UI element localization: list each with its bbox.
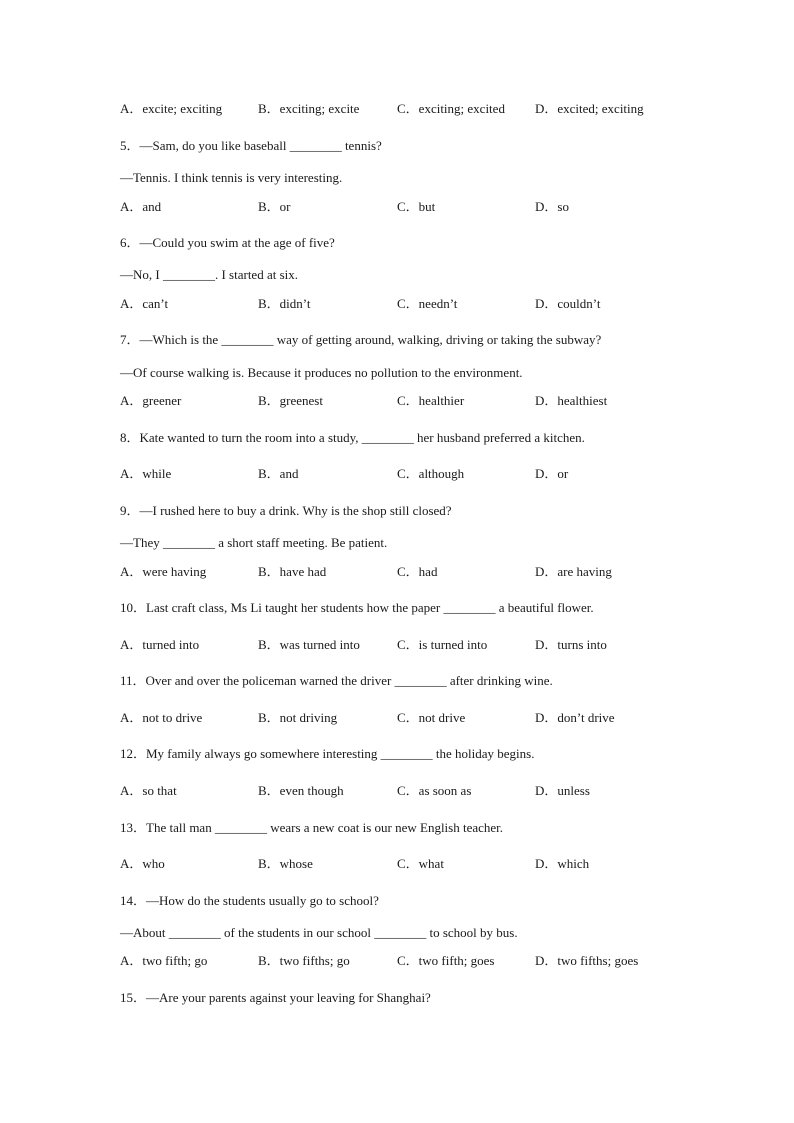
option-b[interactable]: B．exciting; excite	[258, 101, 360, 116]
option-b[interactable]: B．whose	[258, 856, 313, 871]
question-14-options	[120, 953, 680, 969]
question-5-reply: —Tennis. I think tennis is very interesting.	[120, 170, 343, 185]
question-12-stem: 12．My family always go somewhere interesting ________ the holiday begins.	[120, 746, 535, 761]
option-d[interactable]: D．so	[535, 199, 569, 214]
option-a[interactable]: A．were having	[120, 564, 207, 579]
option-c[interactable]: C．exciting; excited	[397, 101, 505, 116]
option-d[interactable]: D．unless	[535, 783, 590, 798]
option-a[interactable]: A．turned into	[120, 637, 200, 652]
option-b[interactable]: B．not driving	[258, 710, 338, 725]
option-d[interactable]: D．healthiest	[535, 393, 608, 408]
option-c[interactable]: C．as soon as	[397, 783, 472, 798]
question-5-stem: 5．—Sam, do you like baseball ________ tennis?	[120, 138, 382, 153]
question-9-stem: 9．—I rushed here to buy a drink. Why is the shop still closed?	[120, 503, 452, 518]
option-d[interactable]: D．which	[535, 856, 590, 871]
option-c[interactable]: C．had	[397, 564, 438, 579]
option-c[interactable]: C．what	[397, 856, 444, 871]
question-5-options	[120, 199, 680, 215]
question-14-stem: 14．—How do the students usually go to school?	[120, 893, 379, 908]
question-15-stem: 15．—Are your parents against your leaving for Shanghai?	[120, 990, 431, 1005]
option-b[interactable]: B．have had	[258, 564, 327, 579]
option-a[interactable]: A．and	[120, 199, 162, 214]
question-4-options	[120, 101, 680, 117]
option-d[interactable]: D．excited; exciting	[535, 101, 644, 116]
option-d[interactable]: D．are having	[535, 564, 612, 579]
option-d[interactable]: D．don’t drive	[535, 710, 615, 725]
question-9-options	[120, 564, 680, 580]
question-10-options	[120, 637, 680, 653]
option-a[interactable]: A．who	[120, 856, 165, 871]
option-d[interactable]: D．or	[535, 466, 569, 481]
option-c[interactable]: C．two fifth; goes	[397, 953, 495, 968]
option-c[interactable]: C．healthier	[397, 393, 465, 408]
option-b[interactable]: B．or	[258, 199, 291, 214]
question-10-stem: 10．Last craft class, Ms Li taught her students how the paper ________ a beautiful flower.	[120, 600, 594, 615]
question-11-options	[120, 710, 680, 726]
option-c[interactable]: C．is turned into	[397, 637, 488, 652]
option-c[interactable]: C．but	[397, 199, 436, 214]
question-7-reply: —Of course walking is. Because it produces no pollution to the environment.	[120, 365, 523, 380]
option-c[interactable]: C．needn’t	[397, 296, 458, 311]
option-b[interactable]: B．was turned into	[258, 637, 360, 652]
option-c[interactable]: C．although	[397, 466, 465, 481]
question-7-options	[120, 393, 680, 409]
option-b[interactable]: B．didn’t	[258, 296, 311, 311]
question-11-stem: 11．Over and over the policeman warned the driver ________ after drinking wine.	[120, 673, 553, 688]
option-a[interactable]: A．can’t	[120, 296, 169, 311]
question-13-stem: 13．The tall man ________ wears a new coat is our new English teacher.	[120, 820, 504, 835]
option-b[interactable]: B．two fifths; go	[258, 953, 350, 968]
option-b[interactable]: B．and	[258, 466, 299, 481]
question-6-options	[120, 296, 680, 312]
question-8-stem: 8．Kate wanted to turn the room into a study, ________ her husband preferred a kitchen.	[120, 430, 585, 445]
option-d[interactable]: D．two fifths; goes	[535, 953, 639, 968]
option-d[interactable]: D．turns into	[535, 637, 607, 652]
option-c[interactable]: C．not drive	[397, 710, 466, 725]
option-b[interactable]: B．even though	[258, 783, 344, 798]
question-7-stem: 7．—Which is the ________ way of getting around, walking, driving or taking the subway?	[120, 332, 602, 347]
question-12-options	[120, 783, 680, 799]
option-a[interactable]: A．greener	[120, 393, 182, 408]
option-b[interactable]: B．greenest	[258, 393, 323, 408]
question-6-reply: —No, I ________. I started at six.	[120, 267, 299, 282]
question-14-reply: —About ________ of the students in our school ________ to school by bus.	[120, 925, 518, 940]
option-a[interactable]: A．not to drive	[120, 710, 203, 725]
option-a[interactable]: A．two fifth; go	[120, 953, 208, 968]
option-a[interactable]: A．excite; exciting	[120, 101, 223, 116]
question-6-stem: 6．—Could you swim at the age of five?	[120, 235, 335, 250]
option-d[interactable]: D．couldn’t	[535, 296, 601, 311]
option-a[interactable]: A．so that	[120, 783, 177, 798]
question-13-options	[120, 856, 680, 872]
question-8-options	[120, 466, 680, 482]
question-9-reply: —They ________ a short staff meeting. Be patient.	[120, 535, 388, 550]
option-a[interactable]: A．while	[120, 466, 172, 481]
